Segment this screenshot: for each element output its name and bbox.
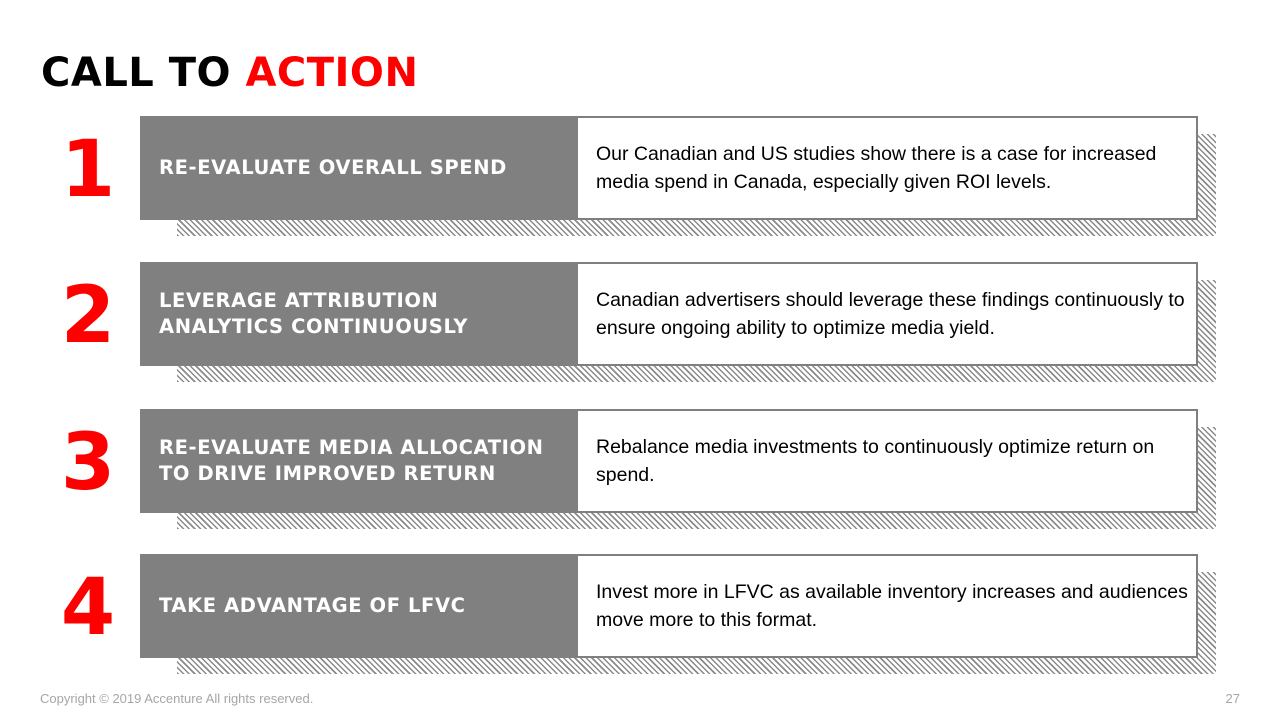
action-number: 1 — [60, 125, 116, 215]
action-description — [578, 554, 1198, 658]
title-part-1: CALL TO — [41, 50, 232, 96]
action-label — [140, 554, 578, 658]
action-row-4 — [0, 554, 1280, 679]
action-box — [140, 262, 1198, 366]
action-box — [140, 409, 1198, 513]
action-description — [578, 116, 1198, 220]
action-label-text: LEVERAGE ATTRIBUTION ANALYTICS CONTINUOUSLY — [159, 289, 469, 338]
action-description-text: Our Canadian and US studies show there is a case for increased media spend in Canada, especially given ROI levels. — [596, 143, 1157, 193]
action-label-text: RE-EVALUATE OVERALL SPEND — [159, 156, 507, 179]
action-label-text: RE-EVALUATE MEDIA ALLOCATION TO DRIVE IMPROVED RETURN — [159, 436, 544, 485]
action-description — [578, 409, 1198, 513]
action-label-text: TAKE ADVANTAGE OF LFVC — [159, 594, 466, 617]
action-label — [140, 409, 578, 513]
action-label — [140, 262, 578, 366]
action-description — [578, 262, 1198, 366]
action-number: 4 — [60, 563, 116, 653]
action-row-3 — [0, 409, 1280, 534]
action-number: 3 — [60, 418, 116, 508]
action-description-text: Rebalance media investments to continuously optimize return on spend. — [596, 436, 1155, 486]
action-description-text: Invest more in LFVC as available inventory increases and audiences move more to this format. — [596, 581, 1188, 631]
copyright-footer: Copyright © 2019 Accenture All rights reserved. — [40, 691, 314, 706]
title-part-2-accent: ACTION — [245, 50, 419, 96]
action-row-1 — [0, 116, 1280, 241]
action-label — [140, 116, 578, 220]
action-box — [140, 554, 1198, 658]
page-number: 27 — [1225, 691, 1240, 706]
action-number: 2 — [60, 271, 116, 361]
slide-title — [41, 50, 418, 96]
action-row-2 — [0, 262, 1280, 387]
action-box — [140, 116, 1198, 220]
action-description-text: Canadian advertisers should leverage these findings continuously to ensure ongoing ability to optimize media yield. — [596, 289, 1185, 339]
